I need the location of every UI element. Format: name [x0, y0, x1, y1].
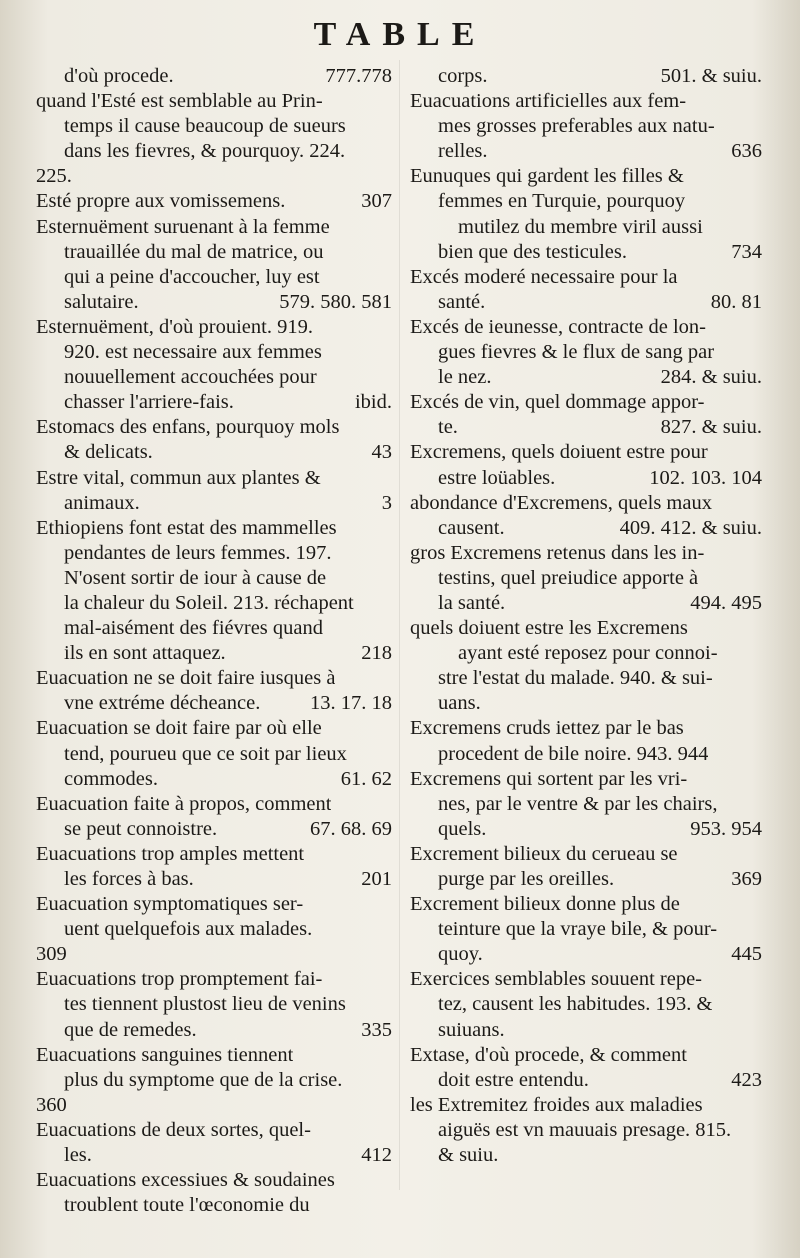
entry-text: quoy. — [438, 943, 483, 966]
index-entry-line — [410, 992, 762, 1017]
entry-text: corps. — [438, 65, 488, 87]
entry-text: teinture que la vraye bile, & pour- — [438, 918, 718, 941]
entry-text: 920. est necessaire aux femmes — [64, 341, 322, 364]
entry-text: mal-aisément des fiévres quand — [64, 617, 324, 640]
entry-text: Extase, d'où procede, & comment — [410, 1043, 687, 1066]
index-entry-line — [36, 1093, 392, 1118]
index-entry-line — [36, 466, 392, 491]
entry-text: quand l'Esté est semblable au Prin- — [36, 90, 323, 113]
entry-text: chasser l'arriere-fais. — [64, 391, 234, 414]
index-entry-line — [36, 440, 392, 465]
entry-text: Excés de ieunesse, contracte de lon- — [410, 315, 706, 338]
page-reference: 953. 954 — [690, 817, 762, 840]
index-entry-line — [36, 1043, 392, 1068]
index-entry-line — [410, 1118, 762, 1143]
index-entry-line — [410, 767, 762, 792]
entry-text: Esté propre aux vomissemens. — [36, 190, 286, 213]
left-column — [36, 64, 392, 1218]
index-entry-line — [36, 1168, 392, 1193]
index-entry-line — [410, 641, 762, 666]
entry-text: mutilez du membre viril aussi — [458, 215, 703, 238]
entry-text: nouuellement accouchées pour — [64, 366, 317, 389]
entry-text: Estomacs des enfans, pourquoy mols — [36, 416, 340, 439]
index-entry-line — [410, 340, 762, 365]
entry-text: Excrement bilieux du cerueau se — [410, 842, 678, 865]
entry-text: aiguës est vn mauuais presage. 815. — [438, 1118, 732, 1141]
index-entry-line — [36, 1068, 392, 1093]
page-reference: 218 — [361, 642, 392, 665]
right-column — [410, 64, 762, 1168]
entry-text: quels. — [438, 817, 487, 840]
entry-text: procedent de bile noire. 943. 944 — [438, 742, 709, 765]
entry-text: Euacuations excessiues & soudaines — [36, 1169, 335, 1192]
index-entry-line — [36, 792, 392, 817]
index-entry-line — [36, 139, 392, 164]
entry-text: Excés moderé necessaire pour la — [410, 265, 678, 288]
index-entry-line — [36, 566, 392, 591]
index-entry-line — [36, 315, 392, 340]
index-entry-line — [36, 290, 392, 315]
index-entry-line — [36, 942, 392, 967]
entry-text: tez, causent les habitudes. 193. & — [438, 993, 713, 1016]
page-reference: 734 — [731, 240, 762, 263]
index-entry-line — [36, 390, 392, 415]
entry-text: le nez. — [438, 366, 492, 389]
entry-text: femmes en Turquie, pourquoy — [438, 190, 686, 213]
entry-text: les. — [64, 1144, 92, 1167]
index-entry-line — [410, 691, 762, 716]
entry-text: plus du symptome que de la crise. — [64, 1068, 343, 1091]
index-entry-line — [410, 1093, 762, 1118]
index-entry-line — [36, 591, 392, 616]
entry-text: Excremens qui sortent par les vri- — [410, 767, 688, 790]
index-entry-line — [36, 1018, 392, 1043]
index-entry-line — [410, 89, 762, 114]
index-entry-line — [36, 616, 392, 641]
page-reference: 501. & suiu. — [660, 65, 762, 87]
index-entry-line — [410, 240, 762, 265]
entry-text: Ethiopiens font estat des mammelles — [36, 516, 337, 539]
entry-text: purge par les oreilles. — [438, 868, 615, 890]
index-entry-line — [410, 265, 762, 290]
index-entry-line — [36, 265, 392, 290]
index-entry-line — [410, 942, 762, 967]
entry-text: les forces à bas. — [64, 868, 194, 890]
entry-text: salutaire. — [64, 290, 139, 313]
index-entry-line — [410, 616, 762, 641]
page-reference: 3 — [381, 491, 392, 514]
index-entry-line — [36, 415, 392, 440]
index-entry-line — [410, 390, 762, 415]
entry-text: causent. — [438, 516, 505, 539]
entry-text: tend, pourueu que ce soit par lieux — [64, 742, 347, 765]
index-entry-line — [410, 716, 762, 741]
index-entry-line — [36, 716, 392, 741]
index-entry-line — [36, 164, 392, 189]
index-entry-line — [36, 917, 392, 942]
entry-text: trauaillée du mal de matrice, ou — [64, 240, 324, 263]
entry-text: Euacuations sanguines tiennent — [36, 1043, 294, 1066]
entry-text: les Extremitez froides aux maladies — [410, 1093, 703, 1116]
entry-text: Euacuation ne se doit faire iusques à — [36, 667, 336, 690]
index-entry-line — [410, 792, 762, 817]
page-reference: 494. 495 — [690, 591, 762, 614]
index-entry-line — [36, 240, 392, 265]
entry-text: N'osent sortir de iour à cause de — [64, 566, 327, 589]
entry-text: doit estre entendu. — [438, 1068, 589, 1091]
entry-text: quels doiuent estre les Excremens — [410, 617, 688, 640]
index-entry-line — [36, 892, 392, 917]
entry-text: dans les fievres, & pourquoy. 224. — [64, 140, 346, 163]
entry-text: 360 — [36, 1093, 67, 1116]
index-entry-line — [36, 516, 392, 541]
entry-text: Exercices semblables souuent repe- — [410, 968, 703, 991]
entry-text: Esternuëment, d'où prouient. 919. — [36, 315, 313, 338]
index-entry-line — [410, 1018, 762, 1043]
page-reference: 201 — [361, 868, 392, 890]
entry-text: testins, quel preiudice apporte à — [438, 566, 699, 589]
page-reference: 43 — [371, 441, 392, 464]
index-entry-line — [36, 666, 392, 691]
entry-text: tes tiennent plustost lieu de venins — [64, 993, 346, 1016]
entry-text: santé. — [438, 290, 486, 313]
entry-text: Excés de vin, quel dommage appor- — [410, 391, 705, 414]
index-entry-line — [410, 466, 762, 491]
entry-text: ils en sont attaquez. — [64, 642, 226, 665]
index-entry-line — [36, 742, 392, 767]
index-entry-line — [410, 315, 762, 340]
index-entry-line — [410, 1043, 762, 1068]
index-entry-line — [36, 817, 392, 842]
index-entry-line — [36, 992, 392, 1017]
index-entry-line — [410, 64, 762, 89]
entry-text: Excremens, quels doiuent estre pour — [410, 441, 708, 464]
entry-text: uent quelquefois aux malades. — [64, 918, 313, 941]
index-entry-line — [36, 641, 392, 666]
page-reference: 335 — [361, 1018, 392, 1041]
index-entry-line — [410, 967, 762, 992]
entry-text: Excrement bilieux donne plus de — [410, 893, 680, 916]
entry-text: Euacuation faite à propos, comment — [36, 792, 332, 815]
index-entry-line — [410, 1143, 762, 1168]
page-reference: 61. 62 — [340, 767, 392, 790]
page-reference: 827. & suiu. — [660, 416, 762, 439]
index-entry-line — [410, 591, 762, 616]
entry-text: Euacuations de deux sortes, quel- — [36, 1118, 311, 1141]
index-entry-line — [36, 842, 392, 867]
entry-text: 309 — [36, 943, 67, 966]
index-entry-line — [410, 541, 762, 566]
entry-text: vne extréme décheance. — [64, 692, 261, 715]
page-reference: 579. 580. 581 — [279, 290, 392, 313]
entry-text: relles. — [438, 140, 488, 163]
index-entry-line — [410, 842, 762, 867]
page-reference: 67. 68. 69 — [310, 817, 392, 840]
entry-text: abondance d'Excremens, quels maux — [410, 491, 712, 514]
entry-text: & delicats. — [64, 441, 153, 464]
index-entry-line — [410, 189, 762, 214]
index-entry-line — [410, 114, 762, 139]
index-entry-line — [36, 691, 392, 716]
entry-text: d'où procede. — [64, 65, 174, 87]
entry-text: Esternuëment suruenant à la femme — [36, 215, 330, 238]
entry-text: bien que des testicules. — [438, 240, 628, 263]
entry-text: 225. — [36, 165, 72, 188]
index-entry-line — [36, 215, 392, 240]
entry-text: la chaleur du Soleil. 213. réchapent — [64, 591, 354, 614]
entry-text: Euacuation symptomatiques ser- — [36, 893, 304, 916]
entry-text: mes grosses preferables aux natu- — [438, 115, 715, 138]
page-reference: 412 — [361, 1144, 392, 1167]
page-reference: 13. 17. 18 — [310, 692, 392, 715]
index-entry-line — [410, 139, 762, 164]
index-entry-line — [410, 491, 762, 516]
index-entry-line — [410, 440, 762, 465]
entry-text: pendantes de leurs femmes. 197. — [64, 541, 332, 564]
page-reference: ibid. — [354, 391, 392, 414]
index-entry-line — [410, 892, 762, 917]
entry-text: Excremens cruds iettez par le bas — [410, 717, 684, 740]
index-entry-line — [36, 189, 392, 214]
entry-text: nes, par le ventre & par les chairs, — [438, 792, 718, 815]
entry-text: ayant esté reposez pour connoi- — [458, 642, 718, 665]
entry-text: temps il cause beaucoup de sueurs — [64, 115, 346, 138]
index-entry-line — [410, 365, 762, 390]
index-entry-line — [410, 290, 762, 315]
index-entry-line — [36, 64, 392, 89]
entry-text: Euacuations trop promptement fai- — [36, 968, 323, 991]
entry-text: gues fievres & le flux de sang par — [438, 341, 715, 364]
index-entry-line — [36, 767, 392, 792]
index-entry-line — [410, 516, 762, 541]
entry-text: commodes. — [64, 767, 158, 790]
page-reference: 777.778 — [325, 65, 392, 87]
index-entry-line — [36, 365, 392, 390]
page-reference: 307 — [361, 190, 392, 213]
index-entry-line — [410, 666, 762, 691]
entry-text: la santé. — [438, 591, 506, 614]
column-divider — [399, 60, 400, 1190]
entry-text: Euacuation se doit faire par où elle — [36, 717, 322, 740]
entry-text: qui a peine d'accoucher, luy est — [64, 265, 320, 288]
index-entry-line — [36, 967, 392, 992]
index-entry-line — [410, 164, 762, 189]
index-entry-line — [36, 1143, 392, 1168]
index-entry-line — [36, 491, 392, 516]
entry-text: & suiu. — [438, 1144, 499, 1167]
page-reference: 445 — [731, 943, 762, 966]
index-entry-line — [36, 541, 392, 566]
entry-text: se peut connoistre. — [64, 817, 218, 840]
page-reference: 102. 103. 104 — [649, 466, 762, 489]
page-reference: 284. & suiu. — [660, 366, 762, 389]
entry-text: te. — [438, 416, 458, 439]
index-entry-line — [36, 1118, 392, 1143]
entry-text: Eunuques qui gardent les filles & — [410, 165, 684, 188]
page-reference: 423 — [731, 1068, 762, 1091]
entry-text: troublent toute l'œconomie du — [64, 1194, 310, 1217]
index-entry-line — [410, 1068, 762, 1093]
index-entry-line — [410, 867, 762, 892]
index-entry-line — [36, 114, 392, 139]
entry-text: stre l'estat du malade. 940. & sui- — [438, 667, 713, 690]
entry-text: que de remedes. — [64, 1018, 197, 1041]
entry-text: Euacuations artificielles aux fem- — [410, 90, 687, 113]
entry-text: Estre vital, commun aux plantes & — [36, 466, 321, 489]
page-reference: 80. 81 — [710, 290, 762, 313]
entry-text: suiuans. — [438, 1018, 505, 1041]
page-reference: 369 — [731, 868, 762, 890]
index-entry-line — [36, 340, 392, 365]
index-entry-line — [36, 1193, 392, 1218]
entry-text: estre loüables. — [438, 466, 556, 489]
index-entry-line — [36, 867, 392, 892]
page-reference: 409. 412. & suiu. — [619, 516, 762, 539]
index-entry-line — [410, 917, 762, 942]
index-entry-line — [410, 215, 762, 240]
page-reference: 636 — [731, 140, 762, 163]
index-entry-line — [410, 415, 762, 440]
index-entry-line — [410, 742, 762, 767]
page-title: TABLE — [313, 16, 487, 53]
entry-text: gros Excremens retenus dans les in- — [410, 541, 705, 564]
entry-text: animaux. — [64, 491, 140, 514]
entry-text: Euacuations trop amples mettent — [36, 842, 305, 865]
index-entry-line — [36, 89, 392, 114]
index-entry-line — [410, 566, 762, 591]
index-entry-line — [410, 817, 762, 842]
entry-text: uans. — [438, 692, 481, 715]
